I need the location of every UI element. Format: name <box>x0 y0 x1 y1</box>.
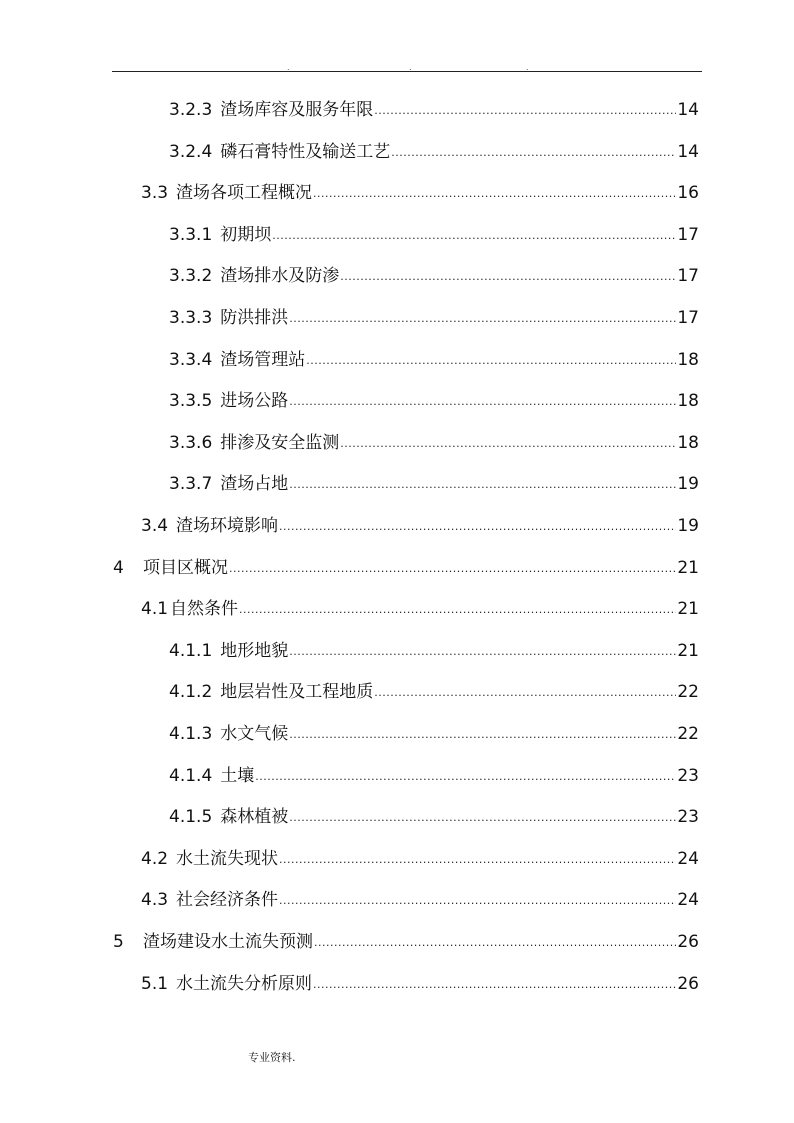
toc-entry[interactable] <box>169 299 699 329</box>
toc-title: 初期坝 <box>220 224 272 245</box>
toc-entry[interactable] <box>169 798 699 828</box>
page-footer: 专业资料. <box>248 1051 296 1064</box>
toc-page-number: 18 <box>677 391 699 412</box>
toc-page-number: 14 <box>677 100 699 120</box>
toc-entry[interactable] <box>169 257 699 287</box>
toc-leader <box>391 146 676 160</box>
toc-page-number: 23 <box>677 765 699 786</box>
toc-number: 4.2 <box>141 848 169 869</box>
toc-page-number: 22 <box>677 724 699 744</box>
toc-leader <box>255 770 676 784</box>
toc-title: 进场公路 <box>220 391 289 412</box>
toc-title: 水土流失分析原则 <box>176 973 313 994</box>
toc-page-number: 18 <box>677 349 699 370</box>
toc-title: 渣场环境影响 <box>176 516 279 536</box>
toc-title: 自然条件 <box>170 599 239 620</box>
toc-number: 3.3.4 <box>169 349 213 370</box>
toc-number: 4.1.2 <box>169 682 213 703</box>
toc-number: 4.3 <box>141 890 169 911</box>
toc-title: 渣场排水及防渗 <box>220 266 340 287</box>
toc-number: 3.3.1 <box>169 224 213 245</box>
toc-page-number: 17 <box>677 224 699 245</box>
toc-leader <box>289 478 676 492</box>
toc-number: 3.3.7 <box>169 474 213 495</box>
toc-page-number: 26 <box>677 932 699 952</box>
toc-leader <box>289 811 676 825</box>
toc-title: 水土流失现状 <box>176 848 279 869</box>
toc-entry[interactable] <box>113 549 699 579</box>
toc-leader <box>313 187 676 201</box>
toc-entry[interactable] <box>141 965 699 995</box>
toc-number: 3.3.5 <box>169 391 213 412</box>
toc-title: 渣场库容及服务年限 <box>220 100 374 120</box>
toc-entry[interactable] <box>169 632 699 662</box>
toc-number: 4.1.4 <box>169 765 213 786</box>
toc-number: 3.3.3 <box>169 308 213 328</box>
toc-number: 4.1.5 <box>169 807 213 828</box>
header-dot: . <box>287 63 290 72</box>
toc-title: 土壤 <box>220 765 255 786</box>
toc-title: 地形地貌 <box>220 640 289 661</box>
toc-entry[interactable] <box>169 341 699 371</box>
toc-number: 5.1 <box>141 973 169 994</box>
toc-page-number: 23 <box>677 807 699 828</box>
toc-leader <box>313 978 676 992</box>
toc-page-number: 22 <box>677 682 699 703</box>
toc-page-number: 19 <box>677 474 699 495</box>
toc-entry[interactable] <box>141 840 699 870</box>
header-rule <box>112 71 702 72</box>
toc-title: 渣场占地 <box>220 474 289 495</box>
toc-leader <box>289 728 676 742</box>
toc-leader <box>279 853 676 867</box>
toc-number: 4.1.1 <box>169 640 213 661</box>
toc-number: 3.2.3 <box>169 100 213 120</box>
toc-title: 项目区概况 <box>143 557 228 578</box>
toc-leader <box>239 603 676 617</box>
toc-entry[interactable] <box>141 590 699 620</box>
header-dot: . <box>526 63 529 72</box>
toc-number: 4 <box>113 557 124 578</box>
toc-entry[interactable] <box>169 673 699 703</box>
toc-page-number: 17 <box>677 266 699 287</box>
toc-page-number: 19 <box>677 516 699 536</box>
toc-page-number: 16 <box>677 183 699 204</box>
toc-title: 森林植被 <box>220 807 289 828</box>
toc-entry[interactable] <box>169 133 699 163</box>
toc-leader <box>229 562 676 576</box>
toc-entry[interactable] <box>169 216 699 246</box>
toc-page-number: 21 <box>677 557 699 578</box>
toc-page-number: 21 <box>677 640 699 661</box>
toc-number: 4.1 <box>141 599 169 620</box>
toc-title: 社会经济条件 <box>176 890 279 911</box>
toc-leader <box>289 312 676 326</box>
toc-page-number: 14 <box>677 141 699 162</box>
toc-leader <box>272 229 676 243</box>
toc-page-number: 18 <box>677 432 699 453</box>
toc-title: 排渗及安全监测 <box>220 432 340 453</box>
toc-leader <box>374 686 676 700</box>
toc-number: 3.3.2 <box>169 266 213 287</box>
toc-leader <box>279 520 676 534</box>
toc-number: 5 <box>113 932 124 952</box>
toc-entry[interactable] <box>169 424 699 454</box>
toc-page-number: 21 <box>677 599 699 620</box>
toc-title: 水文气候 <box>220 724 289 744</box>
toc-title: 渣场管理站 <box>220 349 306 370</box>
toc-leader <box>340 437 676 451</box>
toc-page-number: 17 <box>677 308 699 328</box>
toc-title: 磷石膏特性及输送工艺 <box>220 141 391 162</box>
toc-entry[interactable] <box>141 174 699 204</box>
toc-page-number: 24 <box>677 848 699 869</box>
toc-entry[interactable] <box>169 382 699 412</box>
toc-title: 渣场各项工程概况 <box>176 183 313 204</box>
toc-title: 防洪排洪 <box>220 308 289 328</box>
toc-entry[interactable] <box>169 757 699 787</box>
toc-entry[interactable] <box>113 923 699 953</box>
toc-entry[interactable] <box>169 91 699 121</box>
toc-number: 3.3 <box>141 183 169 204</box>
toc-leader <box>340 270 676 284</box>
toc-number: 3.4 <box>141 516 169 536</box>
toc-page-number: 24 <box>677 890 699 911</box>
toc-leader <box>279 894 676 908</box>
toc-number: 3.3.6 <box>169 432 213 453</box>
toc-leader <box>314 936 676 950</box>
toc-leader <box>289 645 676 659</box>
toc-entry[interactable] <box>141 507 699 537</box>
toc-page-number: 26 <box>677 973 699 994</box>
toc-entry[interactable] <box>169 465 699 495</box>
header-dot: . <box>409 63 412 72</box>
toc-number: 4.1.3 <box>169 724 213 744</box>
toc-title: 地层岩性及工程地质 <box>220 682 374 703</box>
toc-leader <box>306 354 676 368</box>
toc-number: 3.2.4 <box>169 141 213 162</box>
toc-title: 渣场建设水土流失预测 <box>143 932 313 952</box>
toc-entry[interactable] <box>141 881 699 911</box>
toc-leader <box>374 104 676 118</box>
toc-leader <box>289 395 676 409</box>
toc-entry[interactable] <box>169 715 699 745</box>
